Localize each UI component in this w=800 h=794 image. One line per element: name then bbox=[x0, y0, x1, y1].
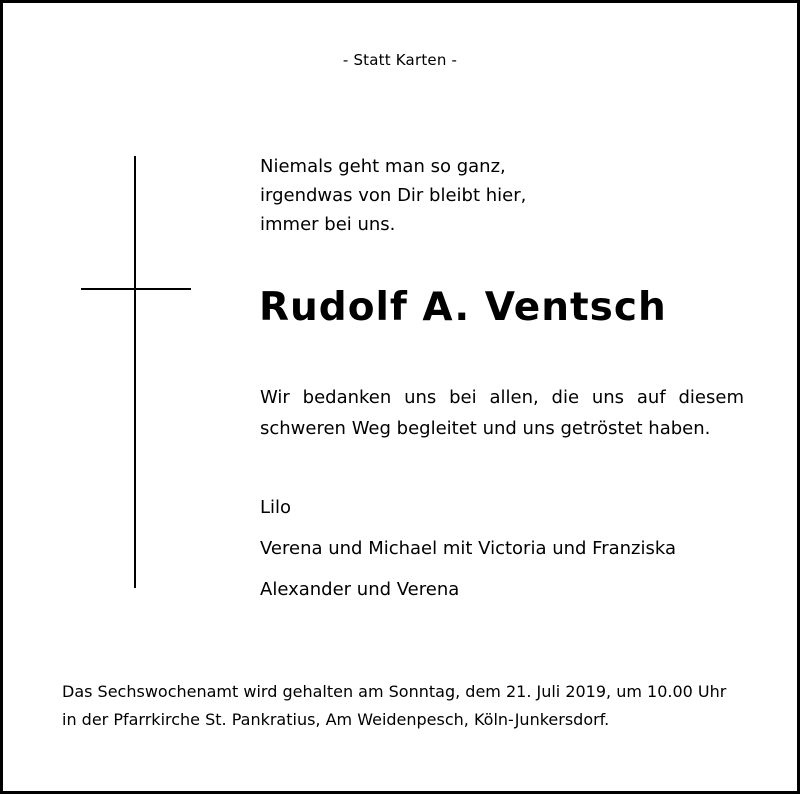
poem-line: irgendwas von Dir bleibt hier, bbox=[260, 185, 527, 206]
family-member: Lilo bbox=[260, 497, 292, 518]
deceased-name: Rudolf A. Ventsch bbox=[259, 285, 667, 330]
family-list bbox=[260, 487, 676, 610]
header-statt-karten: - Statt Karten - bbox=[342, 51, 458, 69]
service-notice-line: Das Sechswochenamt wird gehalten am Sonntag, dem 21. Juli 2019, um 10.00 Uhr bbox=[62, 682, 727, 701]
service-notice-line: in der Pfarrkirche St. Pankratius, Am Weidenpesch, Köln-Junkersdorf. bbox=[62, 710, 610, 729]
family-member: Verena und Michael mit Victoria und Franziska bbox=[260, 538, 677, 559]
service-notice bbox=[62, 678, 726, 734]
cross-horizontal-bar bbox=[81, 288, 191, 290]
cross-vertical-bar bbox=[134, 156, 136, 588]
family-member: Alexander und Verena bbox=[260, 579, 460, 600]
poem-line: Niemals geht man so ganz, bbox=[260, 156, 506, 177]
thanks-text: Wir bedanken uns bei allen, die uns auf diesem schweren Weg begleitet und uns getröstet haben. bbox=[260, 387, 744, 439]
poem-line: immer bei uns. bbox=[260, 214, 396, 235]
poem bbox=[260, 152, 526, 239]
